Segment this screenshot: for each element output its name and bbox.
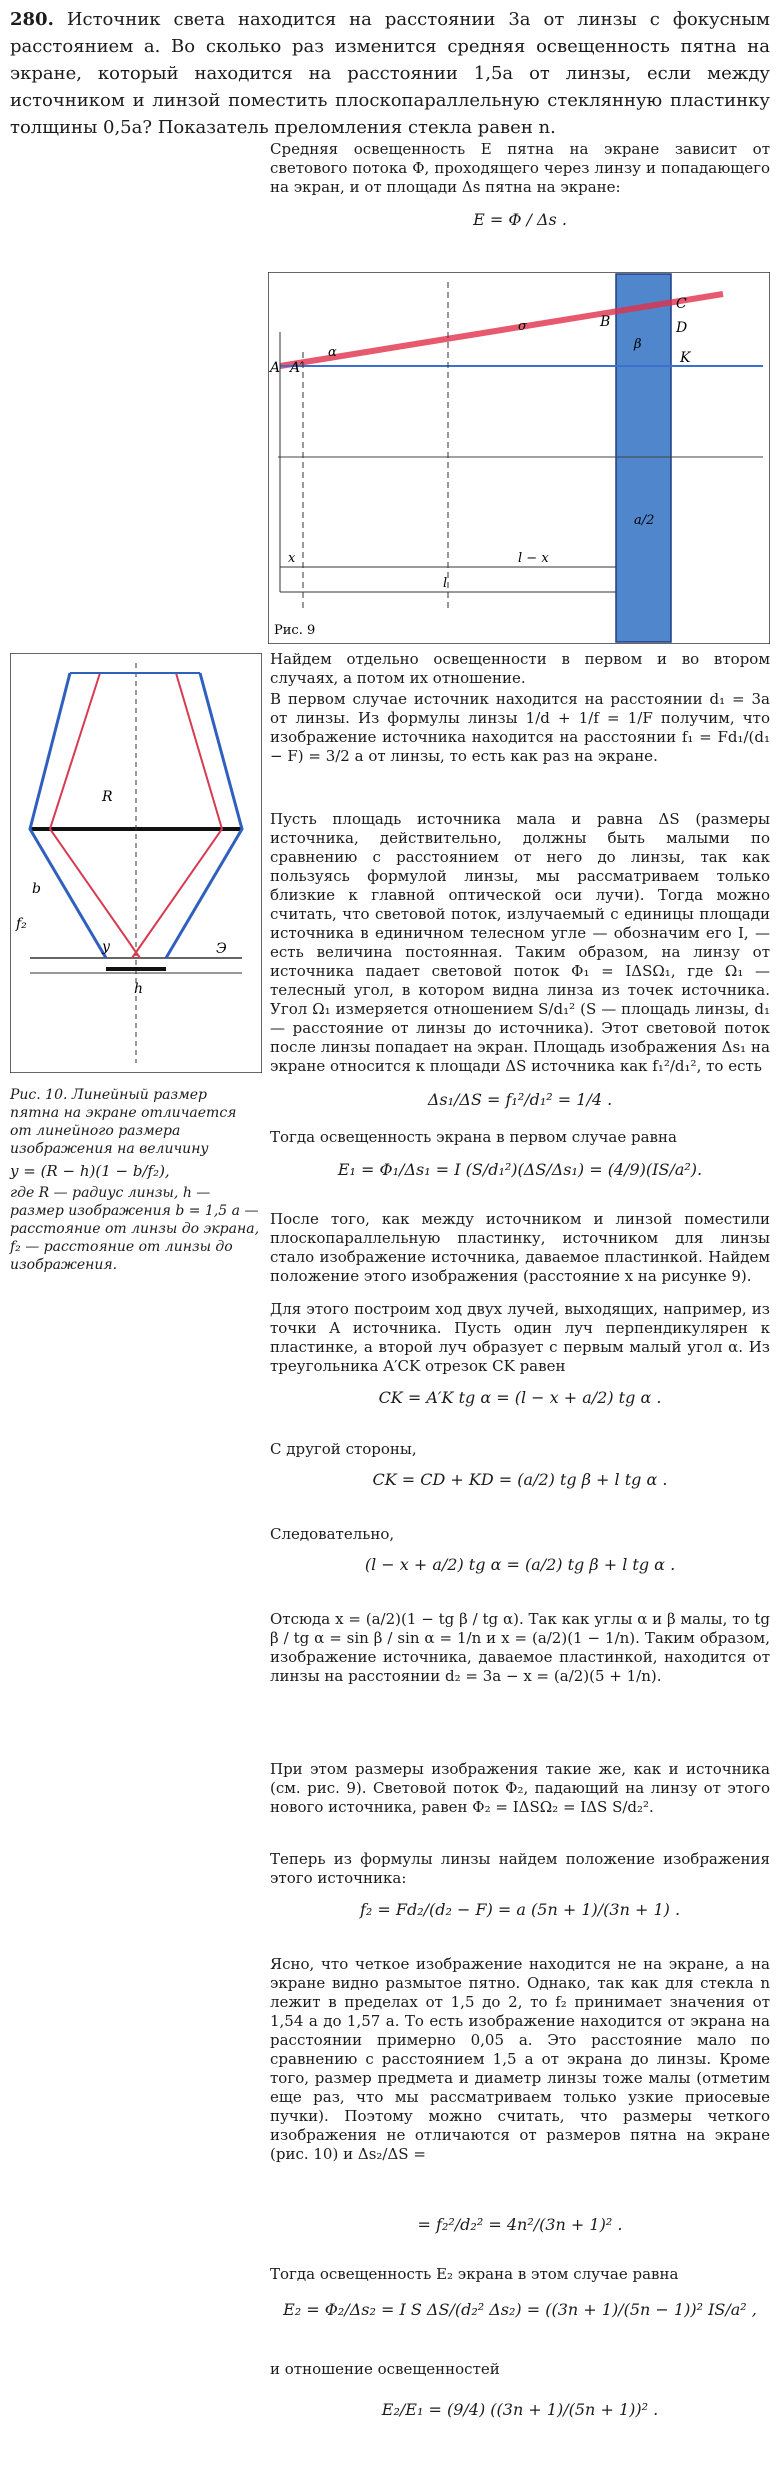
solution-p6: После того, как между источником и линзой поместили плоскопараллельную пластинку, источником для линзы стало изображение источника, даваемое пластинкой. Найдем положение этого изображения (расстояние x на рисунке 9).: [270, 1210, 770, 1285]
formula-equation: (l − x + a/2) tg α = (a/2) tg β + l tg α .: [364, 1555, 676, 1574]
figure-10-caption-text: Линейный размер пятна на экране отличается от линейного размера изображения на величину: [10, 1087, 237, 1157]
formula-ck2: CK = CD + KD = (a/2) tg β + l tg α .: [372, 1470, 668, 1489]
label-D: D: [676, 320, 688, 336]
label-l: l: [443, 576, 448, 591]
solution-p11: При этом размеры изображения такие же, как и источника (см. рис. 9). Световой поток Φ₂, падающий на линзу от этого нового источника, равен Φ₂ = IΔSΩ₂ = IΔS S/d₂².: [270, 1760, 770, 1816]
solution-p14: Тогда освещенность E₂ экрана в этом случае равна: [270, 2265, 679, 2283]
label-sigma: σ: [518, 319, 527, 334]
label-x: x: [288, 551, 296, 566]
solution-p10: Отсюда x = (a/2)(1 − tg β / tg α). Так как углы α и β малы, то tg β / tg α = sin β / sin α = 1/n и x = (a/2)(1 − 1/n). Таким образом, изображение источника, даваемое пластинкой, находится от линзы на расстоянии d₂ = 3a − x = (a/2)(5 + 1/n).: [270, 1610, 770, 1685]
label-alpha: α: [328, 345, 337, 360]
formula-ratio1: Δs₁/ΔS = f₁²/d₁² = 1/4 .: [427, 1090, 613, 1109]
label-b: b: [32, 881, 41, 897]
formula-ratio-final: E₂/E₁ = (9/4) ((3n + 1)/(5n + 1))² .: [381, 2400, 659, 2419]
problem-text: Источник света находится на расстоянии 3a от линзы с фокусным расстоянием a. Во сколько раз изменится средняя освещенность пятна на экране, который находится на расстоянии 1,5a от линзы, если между источником и линзой поместить плоскопараллельную стеклянную пластинку толщины 0,5a? Показатель преломления стекла равен n.: [10, 9, 770, 138]
label-beta: β: [634, 337, 642, 352]
glass-plate: [616, 274, 671, 642]
solution-p8: С другой стороны,: [270, 1440, 417, 1458]
figure-10-caption: [10, 1086, 260, 1274]
figure-10: [10, 653, 262, 1073]
label-a-half: a/2: [634, 513, 655, 528]
formula-ck1: CK = A′K tg α = (l − x + a/2) tg α .: [378, 1388, 662, 1407]
label-h: h: [134, 981, 144, 997]
formula-e2: E₂ = Φ₂/Δs₂ = I S ΔS/(d₂² Δs₂) = ((3n + 1)/(5n − 1))² IS/a² ,: [283, 2300, 757, 2319]
solution-p2: Найдем отдельно освещенности в первом и во втором случаях, а потом их отношение.: [270, 650, 770, 687]
solution-p15: и отношение освещенностей: [270, 2360, 500, 2378]
solution-p3: В первом случае источник находится на расстоянии d₁ = 3a от линзы. Из формулы линзы 1/d + 1/f = 1/F получим, что изображение источника находится на расстоянии f₁ = Fd₁/(d₁ − F) = 3/2 a от линзы, то есть как раз на экране.: [270, 690, 770, 765]
label-y: y: [102, 939, 110, 955]
label-A: A: [270, 360, 281, 376]
figure-9: [268, 272, 770, 644]
figure-9-caption: Рис. 9: [274, 623, 316, 638]
formula-e: E = Φ / Δs .: [473, 210, 567, 229]
problem-number: 280.: [10, 9, 54, 30]
label-B: B: [600, 314, 611, 330]
label-R: R: [102, 789, 113, 805]
label-K: K: [680, 350, 691, 366]
solution-p5: Тогда освещенность экрана в первом случае равна: [270, 1128, 677, 1146]
solution-p13: Ясно, что четкое изображение находится не на экране, а на экране видно размытое пятно. Однако, так как для стекла n лежит в пределах от 1,5 до 2, то f₂ принимает значения от 1,54 a до 1,57 a. То есть изображение находится от экрана на расстоянии примерно 0,05 a. Это расстояние мало по сравнению с расстоянием 1,5 a от экрана до линзы. Кроме того, размер предмета и диаметр линзы тоже малы (отметим еще раз, что мы рассматриваем только узкие приосевые пучки). Поэтому можно считать, что размеры четкого изображения не отличаются от размеров пятна на экране (рис. 10) и Δs₂/ΔS =: [270, 1955, 770, 2163]
formula-e1: E₁ = Φ₁/Δs₁ = I (S/d₁²)(ΔS/Δs₁) = (4/9)(IS/a²).: [337, 1160, 703, 1179]
figure-10-caption-eq: y = (R − h)(1 − b/f₂),: [10, 1162, 170, 1180]
label-C: C: [676, 296, 687, 312]
solution-p9: Следовательно,: [270, 1525, 395, 1543]
label-l-minus-x: l − x: [518, 551, 549, 566]
solution-p7: Для этого построим ход двух лучей, выходящих, например, из точки A источника. Пусть один луч перпендикулярен к пластинке, а второй луч образует с первым малый угол α. Из треугольника A′CK отрезок CK равен: [270, 1300, 770, 1375]
formula-ratio2: = f₂²/d₂² = 4n²/(3n + 1)² .: [417, 2215, 623, 2234]
problem-statement: [10, 6, 770, 141]
figure-10-caption-end: где R — радиус линзы, h — размер изображения b = 1,5 a — расстояние от линзы до экрана, f₂ — расстояние от линзы до изображения.: [10, 1185, 260, 1273]
formula-f2: f₂ = Fd₂/(d₂ − F) = a (5n + 1)/(3n + 1) .: [359, 1900, 681, 1919]
label-screen: Э: [216, 941, 227, 957]
solution-intro: Средняя освещенность E пятна на экране зависит от светового потока Φ, проходящего через линзу и попадающего на экран, и от площади Δs пятна на экране:: [270, 140, 770, 196]
label-A-prime: A′: [290, 360, 304, 376]
solution-p4: Пусть площадь источника мала и равна ΔS (размеры источника, действительно, должны быть малыми по сравнению с расстоянием от него до линзы, так как пользуясь формулой линзы, мы рассматриваем только близкие к главной оптической оси лучи). Тогда можно считать, что световой поток, излучаемый с единицы площади источника в единичном телесном угле — обозначим его I, — есть величина постоянная. Таким образом, на линзу от источника падает световой поток Φ₁ = IΔSΩ₁, где Ω₁ — телесный угол, в котором видна линза из точек источника. Угол Ω₁ измеряется отношением S/d₁² (S — площадь линзы, d₁ — расстояние от линзы до источника). Этот световой поток после линзы попадает на экран. Площадь изображения Δs₁ на экране относится к площади ΔS источника как f₁²/d₁², то есть: [270, 810, 770, 1075]
label-f2: f₂: [16, 916, 27, 932]
figure-10-caption-title: Рис. 10.: [10, 1087, 68, 1103]
solution-p12: Теперь из формулы линзы найдем положение изображения этого источника:: [270, 1850, 770, 1887]
